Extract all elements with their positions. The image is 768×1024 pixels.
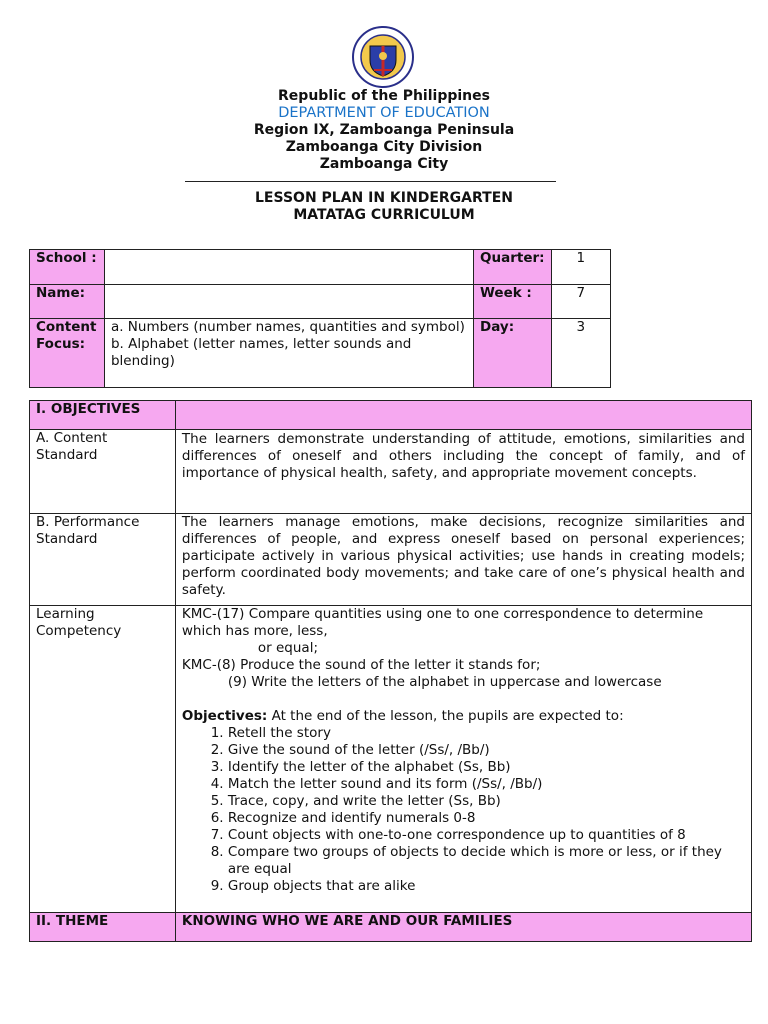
table-row: [30, 430, 752, 514]
objectives-lead: Objectives:: [181, 708, 268, 724]
region-heading: Region IX, Zamboanga Peninsula: [253, 122, 515, 138]
content-focus-label: Content Focus:: [30, 319, 105, 388]
republic-heading: Republic of the Philippines: [278, 88, 490, 104]
week-value: 7: [551, 285, 610, 319]
lesson-plan-title: LESSON PLAN IN KINDERGARTEN: [255, 190, 513, 206]
curriculum-title: MATATAG CURRICULUM: [293, 207, 475, 223]
list-item: 6. Recognize and identify numerals 0-8: [228, 810, 745, 827]
content-standard-label: A. Content Standard: [30, 430, 176, 514]
focus-b: b. Alphabet (letter names, letter sounds and blending): [110, 336, 412, 369]
list-item: 8. Compare two groups of objects to decide which is more or less, or if they are equal: [228, 844, 745, 878]
performance-standard-label: B. Performance Standard: [30, 514, 176, 606]
objectives-list: [182, 725, 745, 895]
city-heading: Zamboanga City: [319, 156, 449, 172]
quarter-label: Quarter:: [474, 250, 552, 285]
table-row: [30, 319, 611, 388]
list-item: 5. Trace, copy, and write the letter (Ss, Bb): [228, 793, 745, 810]
department-heading: DEPARTMENT OF EDUCATION: [278, 105, 490, 121]
day-value: 3: [551, 319, 610, 388]
kmc-8: KMC-(8) Produce the sound of the letter it stands for;: [181, 657, 541, 673]
content-focus-value: [104, 319, 473, 388]
table-row: [30, 514, 752, 606]
table-row: [30, 913, 752, 942]
day-label: Day:: [474, 319, 552, 388]
list-item: 4. Match the letter sound and its form (/Ss/, /Bb/): [228, 776, 745, 793]
school-label: School :: [30, 250, 105, 285]
info-table: [29, 249, 611, 388]
division-heading: Zamboanga City Division: [285, 139, 483, 155]
quarter-value: 1: [551, 250, 610, 285]
competency-content: [175, 606, 751, 913]
kmc-17: KMC-(17) Compare quantities using one to one correspondence to determine which has more, less,: [181, 606, 704, 639]
list-item: 3. Identify the letter of the alphabet (Ss, Bb): [228, 759, 745, 776]
kmc-17-cont: or equal;: [257, 640, 318, 656]
objectives-header-blank: [175, 401, 751, 430]
performance-standard-text: The learners manage emotions, make decisions, recognize similarities and differences of people, and express oneself based on personal experiences; participate actively in various physical activities; use hands in creating models; perform coordinated body movements; and take care of one’s physical health and safety.: [175, 514, 751, 606]
objectives-header: I. OBJECTIVES: [30, 401, 176, 430]
theme-label: II. THEME: [30, 913, 176, 942]
lesson-plan-table: [29, 400, 752, 942]
table-row: [30, 250, 611, 285]
theme-value: KNOWING WHO WE ARE AND OUR FAMILIES: [175, 913, 751, 942]
list-item: 9. Group objects that are alike: [228, 878, 745, 895]
table-row: [30, 606, 752, 913]
content-standard-text: The learners demonstrate understanding of attitude, emotions, similarities and differences of oneself and others including the concept of family, and of importance of physical health, safety, and appropriate movement concepts.: [175, 430, 751, 514]
kmc-9: (9) Write the letters of the alphabet in uppercase and lowercase: [227, 674, 662, 690]
objectives-intro-text: At the end of the lesson, the pupils are expected to:: [267, 708, 624, 724]
week-label: Week :: [474, 285, 552, 319]
competency-label: Learning Competency: [30, 606, 176, 913]
list-item: 1. Retell the story: [228, 725, 745, 742]
focus-a: a. Numbers (number names, quantities and symbol): [110, 319, 465, 335]
table-row: [30, 401, 752, 430]
school-value: [104, 250, 473, 285]
deped-seal-logo: [350, 26, 416, 88]
name-value: [104, 285, 473, 319]
list-item: 2. Give the sound of the letter (/Ss/, /Bb/): [228, 742, 745, 759]
name-label: Name:: [30, 285, 105, 319]
list-item: 7. Count objects with one-to-one correspondence up to quantities of 8: [228, 827, 745, 844]
table-row: [30, 285, 611, 319]
objectives-intro: [182, 708, 745, 725]
header-divider: [185, 181, 556, 182]
